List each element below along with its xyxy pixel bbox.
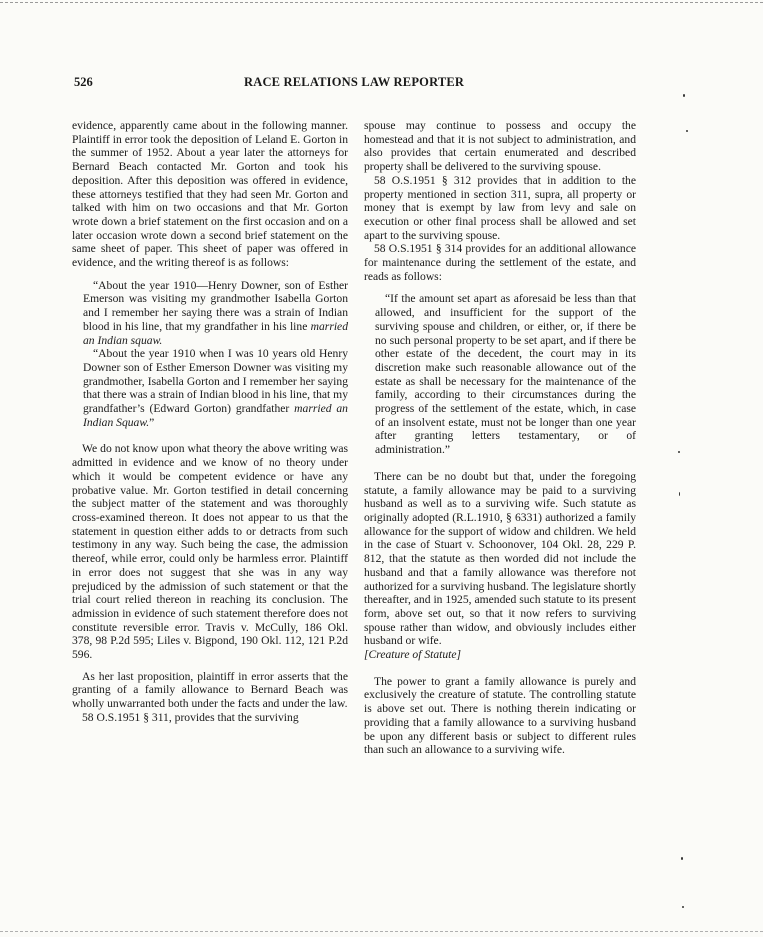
top-border-rule [0, 2, 763, 3]
quote-paragraph-1 [83, 279, 348, 348]
right-paragraph-2: 58 O.S.1951 § 312 provides that in addition to the property mentioned in section 311, supra, all property or money that is exempt by law from levy and sale on execution or other final process shall be allowed and set apart to the surviving spouse. [364, 173, 636, 242]
quote-1-text: “About the year 1910—Henry Downer, son of Esther Emerson was visiting my grandmother Isabella Gorton and I remember her saying there was a strain of Indian blood in his line, that my grandfather in his line [83, 278, 348, 333]
left-paragraph-1: evidence, apparently came about in the following manner. Plaintiff in error took the deposition of Leland E. Gorton in the summer of 1952. About a year later the attorneys for Bernard Beach contacted Mr. Gorton and took his deposition. After this deposition was offered in evidence, these attorneys testified that they had seen Mr. Gorton and talked with him on two occasions and that Mr. Gorton wrote down a brief statement on the first occasion and on a later occasion wrote down a second brief statement on the same sheet of paper. This sheet of paper was offered in evidence, and the writing thereof is as follows: [72, 119, 348, 270]
scan-speck [681, 857, 683, 860]
left-column [72, 119, 348, 725]
scan-speck [678, 451, 680, 453]
quote-2-text: “About the year 1910 when I was 10 years old Henry Downer son of Esther Emerson Downer was visiting my grandmother, Isabella Gorton and I remember her saying that there was a strain of Indian blood in his line, that my grandfather’s (Edward Gorton) grandfather [83, 347, 348, 416]
bottom-border-rule [0, 931, 763, 932]
right-column [364, 119, 636, 757]
right-paragraph-5: The power to grant a family allowance is purely and exclusively the creature of statute. The controlling statute is above set out. There is nothing therein indicating or providing that a family allowance to a surviving husband be upon any different basis or subject to different rules than such an allowance to a surviving wife. [364, 674, 636, 757]
left-blockquote [83, 279, 348, 430]
running-head: RACE RELATIONS LAW REPORTER [244, 75, 465, 89]
quote-2-italic: married an Indian Squaw. [83, 402, 348, 429]
right-paragraph-1: spouse may continue to possess and occupy the homestead and that it is not subject to administration, and also provides that certain enumerated and described property shall be delivered to the surviving spouse. [364, 119, 636, 174]
scan-speck [682, 906, 684, 908]
section-heading: [Creature of Statute] [364, 648, 462, 662]
scan-speck [683, 94, 685, 97]
right-paragraph-4: There can be no doubt but that, under the foregoing statute, a family allowance may be paid to a surviving husband as well as to a surviving wife. Such statute as originally adopted (R.L.1910, § 6331) authorized a family allowance for the support of widow and children. We held in the case of Stuart v. Schoonover, 104 Okl. 28, 229 P. 812, that the statute as then worded did not include the husband and that a family allowance was therefore not authorized for a surviving husband. The legislature shortly thereafter, and in 1925, amended such statute to its present form, above set out, so that it now refers to surviving spouse rather than widow, and obviously includes either husband or wife. [364, 469, 636, 648]
quote-1-italic: married an Indian squaw. [83, 319, 348, 347]
right-quote-paragraph: “If the amount set apart as aforesaid be less than that allowed, and insufficient for the support of the surviving spouse and children, or either, or, if there be no such personal property to be set apart, and if there be other estate of the decedent, the court may in its discretion make such reasonable allowance out of the estate as shall be necessary for the maintenance of the family, according to their circumstances during the progress of the settlement of the estate, which, in case of an insolvent estate, must not be longer than one year after granting letters testamentary, or of administration.” [375, 292, 636, 457]
right-blockquote [375, 292, 636, 456]
quote-paragraph-2 [83, 347, 348, 429]
right-paragraph-3: 58 O.S.1951 § 314 provides for an additional allowance for maintenance during the settlement of the estate, and reads as follows: [364, 242, 636, 283]
left-paragraph-4: 58 O.S.1951 § 311, provides that the surviving [82, 710, 299, 724]
left-paragraph-2: We do not know upon what theory the above writing was admitted in evidence and we know of no theory under which it would be competent evidence or have any probative value. Mr. Gorton testified in detail concerning the subject matter of the statement and was thoroughly cross-examined thereon. It does not appear to us that the statement in question either adds to or detracts from such testimony in any way. Such being the case, the admission thereof, while error, could only be harmless error. Plaintiff in error does not suggest that she was in any way prejudiced by the admission of such statement or that the trial court relied thereon in reaching its conclusion. The admission in evidence of such statement therefore does not constitute reversible error. Travis v. McCully, 186 Okl. 378, 98 P.2d 595; Liles v. Bigpond, 190 Okl. 112, 121 P.2d 596. [72, 442, 348, 662]
left-paragraph-3: As her last proposition, plaintiff in error asserts that the granting of a family allowance to Bernard Beach was wholly unwarranted both under the facts and under the law. [72, 669, 348, 711]
page-number: 526 [74, 75, 93, 89]
quote-2-end: ” [149, 415, 155, 429]
scan-speck [679, 492, 680, 496]
scan-speck [686, 130, 688, 132]
